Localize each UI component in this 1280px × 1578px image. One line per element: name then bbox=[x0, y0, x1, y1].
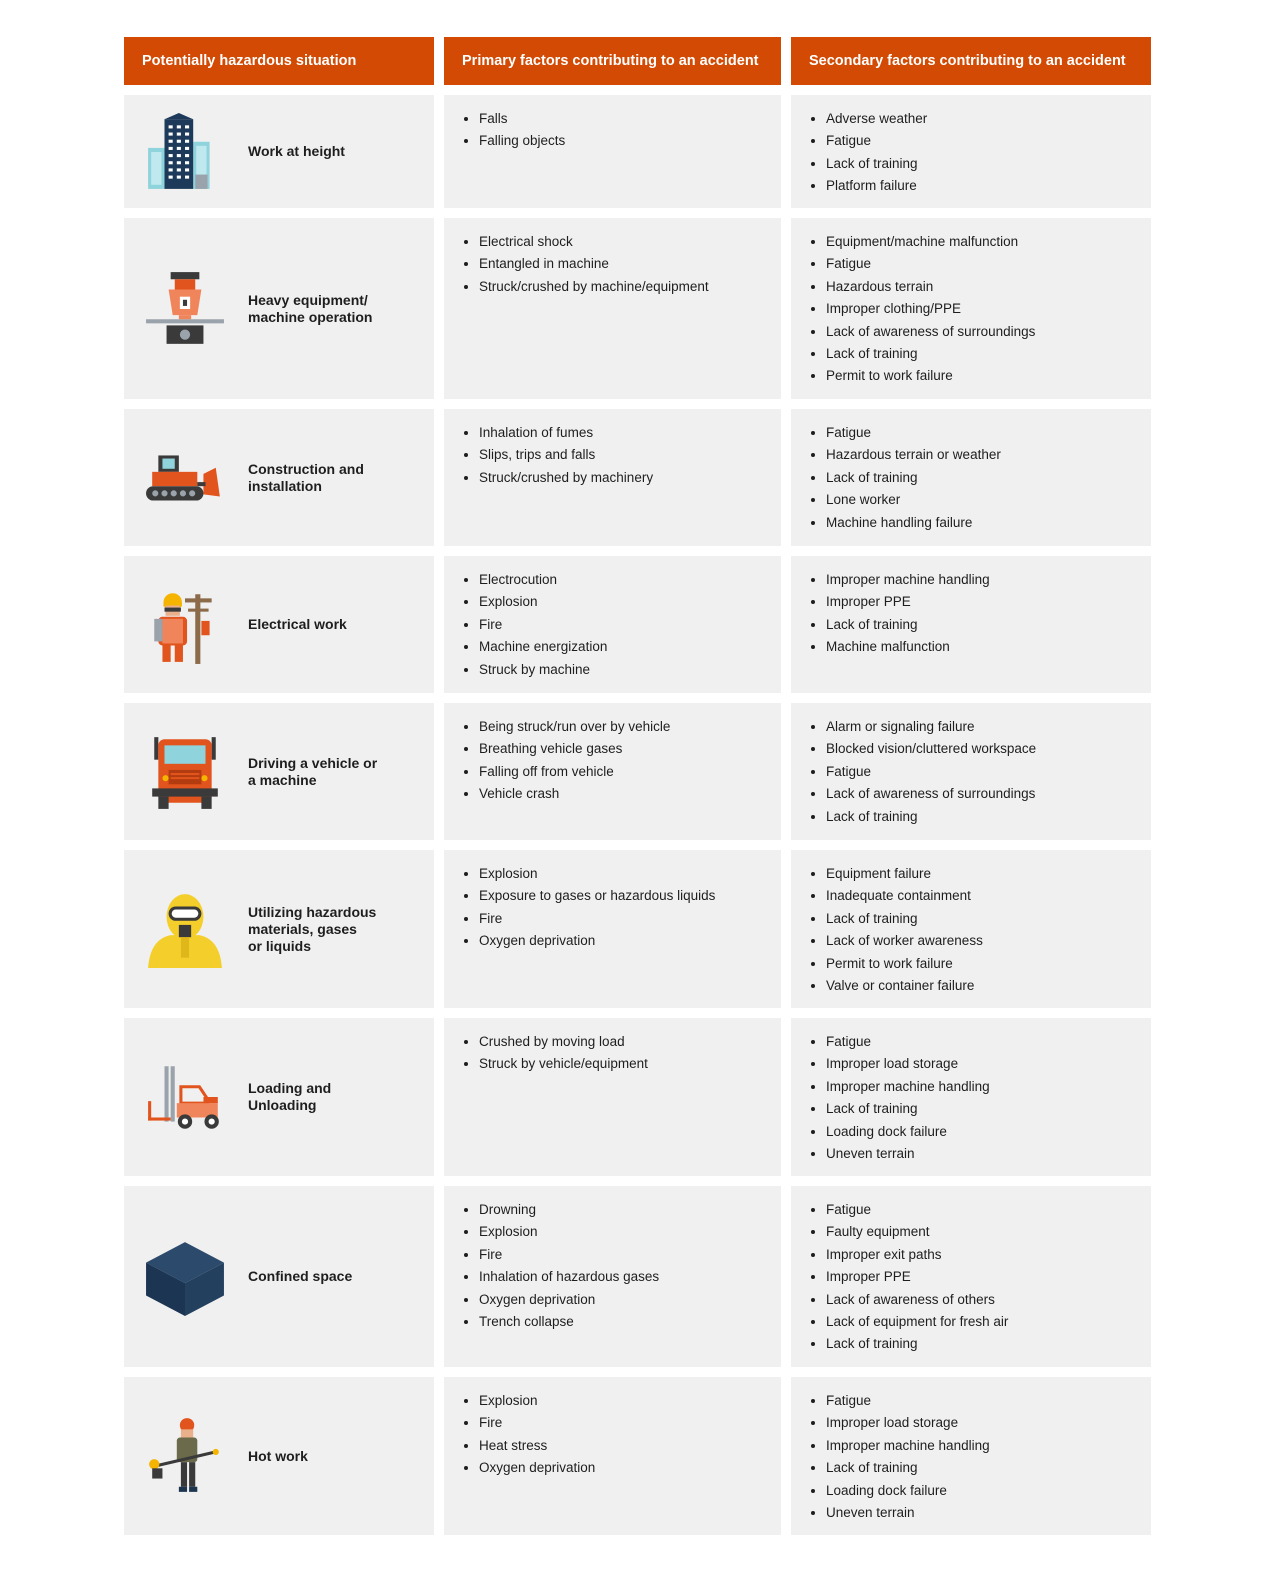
situation-cell bbox=[124, 409, 434, 546]
primary-factors-list bbox=[444, 95, 781, 153]
situation-cell bbox=[124, 703, 434, 840]
list-item: Explosion bbox=[464, 591, 781, 613]
list-item: Fatigue bbox=[811, 253, 1151, 275]
primary-factors-list bbox=[444, 218, 781, 298]
list-item: Fire bbox=[464, 614, 781, 636]
list-item: Explosion bbox=[464, 1221, 781, 1243]
list-item: Equipment/machine malfunction bbox=[811, 231, 1151, 253]
list-item: Lack of training bbox=[811, 806, 1151, 828]
primary-factors-list bbox=[444, 1018, 781, 1076]
list-item: Permit to work failure bbox=[811, 953, 1151, 975]
list-item: Inadequate containment bbox=[811, 885, 1151, 907]
list-item: Explosion bbox=[464, 1390, 781, 1412]
primary-factors-list bbox=[444, 1186, 781, 1333]
list-item: Lack of awareness of others bbox=[811, 1289, 1151, 1311]
list-item: Lack of training bbox=[811, 467, 1151, 489]
list-item: Faulty equipment bbox=[811, 1221, 1151, 1243]
list-item: Lack of training bbox=[811, 1333, 1151, 1355]
situation-label: Electrical work bbox=[248, 616, 347, 632]
header-secondary: Secondary factors contributing to an accident bbox=[791, 37, 1151, 85]
list-item: Improper PPE bbox=[811, 591, 1151, 613]
secondary-factors-list bbox=[791, 409, 1151, 534]
industrial-machine-icon bbox=[144, 268, 226, 350]
list-item: Falling off from vehicle bbox=[464, 761, 781, 783]
list-item: Lack of awareness of surroundings bbox=[811, 321, 1151, 343]
list-item: Struck by vehicle/equipment bbox=[464, 1053, 781, 1075]
box-icon bbox=[144, 1236, 226, 1318]
list-item: Blocked vision/cluttered workspace bbox=[811, 738, 1151, 760]
primary-factors-list bbox=[444, 556, 781, 681]
secondary-factors-list bbox=[791, 703, 1151, 828]
primary-factors-cell bbox=[444, 409, 781, 546]
list-item: Uneven terrain bbox=[811, 1502, 1151, 1524]
secondary-factors-list bbox=[791, 1018, 1151, 1165]
secondary-factors-list bbox=[791, 1377, 1151, 1524]
list-item: Falls bbox=[464, 108, 781, 130]
list-item: Entangled in machine bbox=[464, 253, 781, 275]
situation-cell bbox=[124, 1186, 434, 1367]
list-item: Machine malfunction bbox=[811, 636, 1151, 658]
list-item: Struck by machine bbox=[464, 659, 781, 681]
list-item: Electrical shock bbox=[464, 231, 781, 253]
secondary-factors-list bbox=[791, 95, 1151, 198]
situation-label: Hot work bbox=[248, 1447, 308, 1464]
situation-label: Heavy equipment/ machine operation bbox=[248, 291, 373, 325]
list-item: Heat stress bbox=[464, 1435, 781, 1457]
list-item: Hazardous terrain or weather bbox=[811, 444, 1151, 466]
list-item: Lack of awareness of surroundings bbox=[811, 783, 1151, 805]
situation-cell bbox=[124, 850, 434, 1008]
bulldozer-icon bbox=[144, 437, 226, 519]
list-item: Machine energization bbox=[464, 636, 781, 658]
list-item: Inhalation of hazardous gases bbox=[464, 1266, 781, 1288]
list-item: Permit to work failure bbox=[811, 365, 1151, 387]
building-icon bbox=[144, 111, 226, 193]
situation-cell bbox=[124, 218, 434, 399]
list-item: Lack of worker awareness bbox=[811, 930, 1151, 952]
electrician-icon bbox=[144, 584, 226, 666]
list-item: Lone worker bbox=[811, 489, 1151, 511]
list-item: Fatigue bbox=[811, 1390, 1151, 1412]
primary-factors-cell bbox=[444, 1018, 781, 1176]
list-item: Improper clothing/PPE bbox=[811, 298, 1151, 320]
list-item: Improper machine handling bbox=[811, 1076, 1151, 1098]
primary-factors-cell bbox=[444, 850, 781, 1008]
list-item: Oxygen deprivation bbox=[464, 930, 781, 952]
hazard-table bbox=[124, 37, 1151, 1545]
header-primary: Primary factors contributing to an accident bbox=[444, 37, 781, 85]
list-item: Lack of training bbox=[811, 614, 1151, 636]
primary-factors-list bbox=[444, 409, 781, 489]
list-item: Hazardous terrain bbox=[811, 276, 1151, 298]
primary-factors-cell bbox=[444, 95, 781, 208]
situation-label: Driving a vehicle or a machine bbox=[248, 754, 378, 788]
list-item: Fatigue bbox=[811, 130, 1151, 152]
list-item: Exposure to gases or hazardous liquids bbox=[464, 885, 781, 907]
welder-icon bbox=[144, 1415, 226, 1497]
list-item: Improper load storage bbox=[811, 1412, 1151, 1434]
list-item: Explosion bbox=[464, 863, 781, 885]
secondary-factors-cell bbox=[791, 703, 1151, 840]
situation-cell bbox=[124, 1377, 434, 1535]
list-item: Being struck/run over by vehicle bbox=[464, 716, 781, 738]
secondary-factors-cell bbox=[791, 95, 1151, 208]
list-item: Improper load storage bbox=[811, 1053, 1151, 1075]
list-item: Fatigue bbox=[811, 1031, 1151, 1053]
secondary-factors-list bbox=[791, 556, 1151, 659]
secondary-factors-cell bbox=[791, 850, 1151, 1008]
primary-factors-list bbox=[444, 1377, 781, 1480]
list-item: Fatigue bbox=[811, 761, 1151, 783]
forklift-icon bbox=[144, 1056, 226, 1138]
list-item: Loading dock failure bbox=[811, 1121, 1151, 1143]
list-item: Improper machine handling bbox=[811, 569, 1151, 591]
list-item: Electrocution bbox=[464, 569, 781, 591]
list-item: Improper machine handling bbox=[811, 1435, 1151, 1457]
primary-factors-cell bbox=[444, 1377, 781, 1535]
list-item: Valve or container failure bbox=[811, 975, 1151, 997]
situation-label: Construction and installation bbox=[248, 460, 364, 494]
secondary-factors-cell bbox=[791, 1377, 1151, 1535]
primary-factors-list bbox=[444, 703, 781, 806]
list-item: Slips, trips and falls bbox=[464, 444, 781, 466]
list-item: Equipment failure bbox=[811, 863, 1151, 885]
list-item: Oxygen deprivation bbox=[464, 1289, 781, 1311]
list-item: Struck/crushed by machine/equipment bbox=[464, 276, 781, 298]
list-item: Lack of equipment for fresh air bbox=[811, 1311, 1151, 1333]
list-item: Falling objects bbox=[464, 130, 781, 152]
list-item: Struck/crushed by machinery bbox=[464, 467, 781, 489]
list-item: Machine handling failure bbox=[811, 512, 1151, 534]
primary-factors-cell bbox=[444, 218, 781, 399]
secondary-factors-cell bbox=[791, 218, 1151, 399]
secondary-factors-list bbox=[791, 1186, 1151, 1356]
list-item: Lack of training bbox=[811, 908, 1151, 930]
list-item: Lack of training bbox=[811, 1098, 1151, 1120]
list-item: Loading dock failure bbox=[811, 1480, 1151, 1502]
situation-cell bbox=[124, 1018, 434, 1176]
primary-factors-cell bbox=[444, 1186, 781, 1367]
list-item: Uneven terrain bbox=[811, 1143, 1151, 1165]
list-item: Trench collapse bbox=[464, 1311, 781, 1333]
situation-label: Confined space bbox=[248, 1268, 353, 1284]
list-item: Fire bbox=[464, 1244, 781, 1266]
secondary-factors-cell bbox=[791, 409, 1151, 546]
list-item: Fire bbox=[464, 908, 781, 930]
situation-cell bbox=[124, 556, 434, 693]
list-item: Lack of training bbox=[811, 1457, 1151, 1479]
list-item: Crushed by moving load bbox=[464, 1031, 781, 1053]
list-item: Breathing vehicle gases bbox=[464, 738, 781, 760]
hazmat-suit-icon bbox=[144, 888, 226, 970]
secondary-factors-cell bbox=[791, 1186, 1151, 1367]
situation-label: Loading and Unloading bbox=[248, 1080, 332, 1113]
list-item: Lack of training bbox=[811, 343, 1151, 365]
secondary-factors-cell bbox=[791, 1018, 1151, 1176]
situation-cell bbox=[124, 95, 434, 208]
situation-label: Utilizing hazardous materials, gases or liquids bbox=[248, 903, 377, 954]
list-item: Lack of training bbox=[811, 153, 1151, 175]
header-situation: Potentially hazardous situation bbox=[124, 37, 434, 85]
list-item: Drowning bbox=[464, 1199, 781, 1221]
list-item: Vehicle crash bbox=[464, 783, 781, 805]
primary-factors-cell bbox=[444, 556, 781, 693]
secondary-factors-list bbox=[791, 850, 1151, 997]
list-item: Improper PPE bbox=[811, 1266, 1151, 1288]
secondary-factors-cell bbox=[791, 556, 1151, 693]
list-item: Adverse weather bbox=[811, 108, 1151, 130]
list-item: Oxygen deprivation bbox=[464, 1457, 781, 1479]
primary-factors-list bbox=[444, 850, 781, 953]
situation-label: Work at height bbox=[248, 143, 345, 159]
secondary-factors-list bbox=[791, 218, 1151, 388]
list-item: Fatigue bbox=[811, 1199, 1151, 1221]
list-item: Improper exit paths bbox=[811, 1244, 1151, 1266]
list-item: Fatigue bbox=[811, 422, 1151, 444]
list-item: Platform failure bbox=[811, 175, 1151, 197]
list-item: Fire bbox=[464, 1412, 781, 1434]
primary-factors-cell bbox=[444, 703, 781, 840]
list-item: Inhalation of fumes bbox=[464, 422, 781, 444]
truck-icon bbox=[144, 731, 226, 813]
list-item: Alarm or signaling failure bbox=[811, 716, 1151, 738]
